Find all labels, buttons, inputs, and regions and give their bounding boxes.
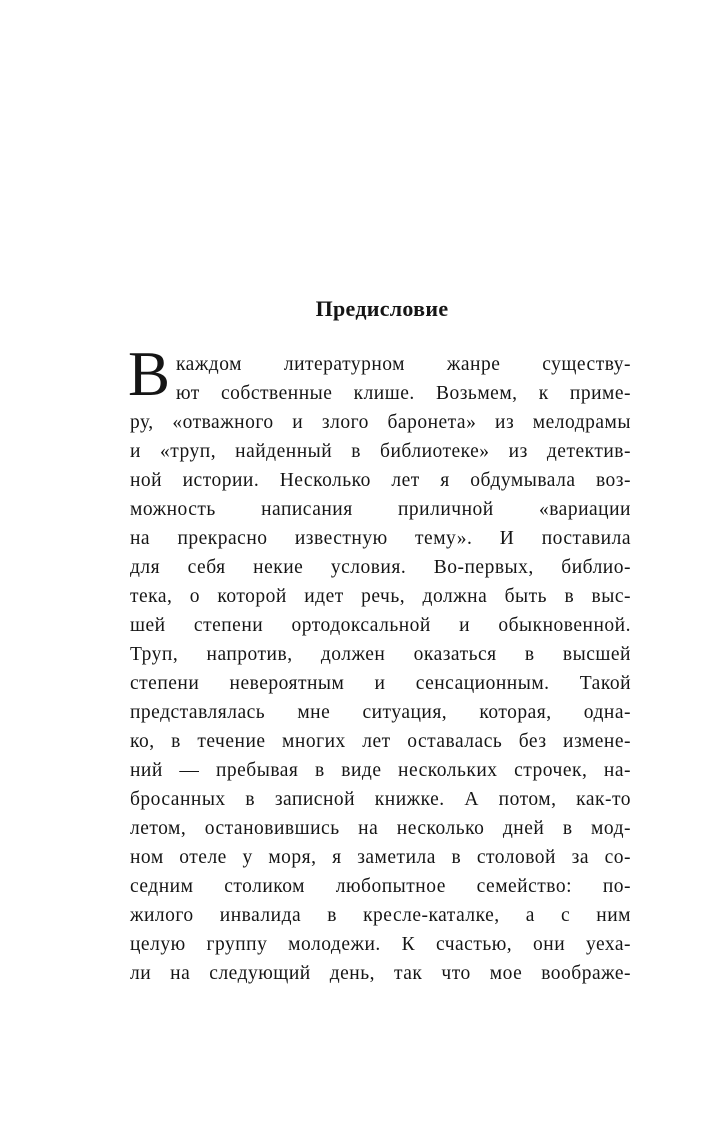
text-line: целую группу молодежи. К счастью, они уеха- bbox=[130, 934, 631, 955]
text-line: седним столиком любопытное семейство: по- bbox=[130, 876, 631, 897]
text-line: ний — пребывая в виде нескольких строчек, на- bbox=[130, 760, 631, 781]
text-line: можность написания приличной «вариации bbox=[130, 499, 631, 520]
text-line: ной истории. Несколько лет я обдумывала воз- bbox=[130, 470, 631, 491]
text-line: Труп, напротив, должен оказаться в высшей bbox=[130, 644, 631, 665]
text-line: на прекрасно известную тему». И поставила bbox=[130, 528, 631, 549]
drop-cap: В bbox=[128, 339, 171, 409]
text-line: степени невероятным и сенсационным. Такой bbox=[130, 673, 631, 694]
text-line: бросанных в записной книжке. А потом, как-то bbox=[130, 789, 631, 810]
text-line: и «труп, найденный в библиотеке» из детектив- bbox=[130, 441, 631, 462]
text-line: ру, «отважного и злого баронета» из мелодрамы bbox=[130, 412, 631, 433]
text-line: жилого инвалида в кресле-каталке, а с ним bbox=[130, 905, 631, 926]
text-line: ко, в течение многих лет оставалась без измене- bbox=[130, 731, 631, 752]
text-line: ли на следующий день, так что мое воображе- bbox=[130, 963, 631, 984]
text-line: ном отеле у моря, я заметила в столовой за со- bbox=[130, 847, 631, 868]
text-line: представлялась мне ситуация, которая, одна- bbox=[130, 702, 631, 723]
text-line: каждом литературном жанре существу- bbox=[176, 354, 631, 375]
text-line: ют собственные клише. Возьмем, к приме- bbox=[176, 383, 631, 404]
text-line: летом, остановившись на несколько дней в мод- bbox=[130, 818, 631, 839]
text-line: шей степени ортодоксальной и обыкновенной. bbox=[130, 615, 631, 636]
text-line: тека, о которой идет речь, должна быть в выс- bbox=[130, 586, 631, 607]
text-line: для себя некие условия. Во-первых, библио- bbox=[130, 557, 631, 578]
chapter-title: Предисловие bbox=[315, 296, 449, 321]
